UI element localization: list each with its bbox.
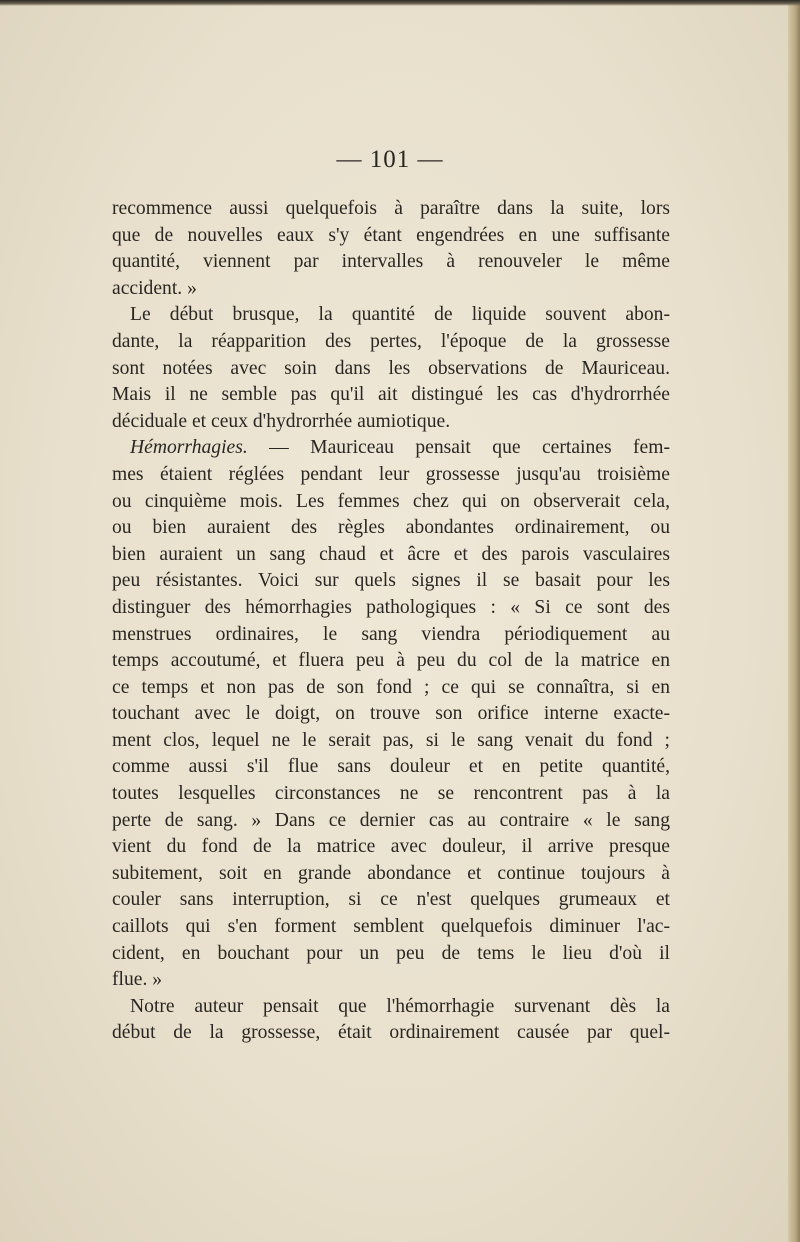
text-line: ce temps et non pas de son fond ; ce qui se connaîtra, si en: [112, 676, 670, 698]
text-line: Le début brusque, la quantité de liquide souvent abon-: [130, 304, 670, 326]
text-line: sont notées avec soin dans les observations de Mauriceau.: [112, 357, 670, 379]
text-line: flue. »: [112, 969, 163, 991]
scan-border: [0, 0, 800, 6]
text-line: ou cinquième mois. Les femmes chez qui on observerait cela,: [112, 490, 670, 512]
text-line: caillots qui s'en forment semblent quelquefois diminuer l'ac-: [112, 916, 670, 938]
text-line: vient du fond de la matrice avec douleur, il arrive presque: [112, 836, 670, 858]
text-line: touchant avec le doigt, on trouve son orifice interne exacte-: [112, 703, 670, 725]
body-text: [112, 196, 670, 1047]
page-number: — 101 —: [336, 146, 444, 173]
text-line: perte de sang. » Dans ce dernier cas au contraire « le sang: [112, 809, 670, 831]
text-line: mes étaient réglées pendant leur grossesse jusqu'au troisième: [112, 463, 670, 485]
text-line: distinguer des hémorrhagies pathologiques : « Si ce sont des: [112, 596, 670, 618]
text-line: ment clos, lequel ne le serait pas, si le sang venait du fond ;: [112, 729, 670, 751]
text-line: que de nouvelles eaux s'y étant engendrées en une suffisante: [112, 224, 670, 246]
text-line: recommence aussi quelquefois à paraître dans la suite, lors: [112, 198, 670, 219]
text-line: subitement, soit en grande abondance et continue toujours à: [112, 862, 670, 884]
text-line: déciduale et ceux d'hydrorrhée aumiotique.: [112, 410, 451, 432]
text-line: Mais il ne semble pas qu'il ait distingué les cas d'hydrorrhée: [112, 384, 670, 406]
text-line: couler sans interruption, si ce n'est quelques grumeaux et: [112, 889, 670, 911]
page-edge: [788, 0, 800, 1242]
text-line: cident, en bouchant pour un peu de tems le lieu d'où il: [112, 942, 670, 964]
text-line: ou bien auraient des règles abondantes ordinairement, ou: [112, 517, 670, 539]
section-heading: Hémorrhagies.: [130, 437, 248, 459]
text-line: peu résistantes. Voici sur quels signes il se basait pour les: [112, 570, 670, 592]
text-line-rest: — Mauriceau pensait que certaines fem-: [269, 437, 670, 459]
text-line: dante, la réapparition des pertes, l'époque de la grossesse: [112, 330, 670, 352]
text-line: bien auraient un sang chaud et âcre et des parois vasculaires: [112, 543, 670, 565]
text-line: temps accoutumé, et fluera peu à peu du col de la matrice en: [112, 650, 670, 672]
text-line: comme aussi s'il flue sans douleur et en petite quantité,: [112, 756, 670, 778]
text-line: quantité, viennent par intervalles à renouveler le même: [112, 251, 670, 273]
text-line: toutes lesquelles circonstances ne se rencontrent pas à la: [112, 783, 670, 805]
text-line: menstrues ordinaires, le sang viendra périodiquement au: [112, 623, 670, 645]
text-line: Notre auteur pensait que l'hémorrhagie survenant dès la: [130, 995, 670, 1017]
text-line: début de la grossesse, était ordinairement causée par quel-: [112, 1022, 670, 1044]
text-line-with-heading: [112, 435, 670, 462]
text-line: accident. »: [112, 277, 197, 299]
